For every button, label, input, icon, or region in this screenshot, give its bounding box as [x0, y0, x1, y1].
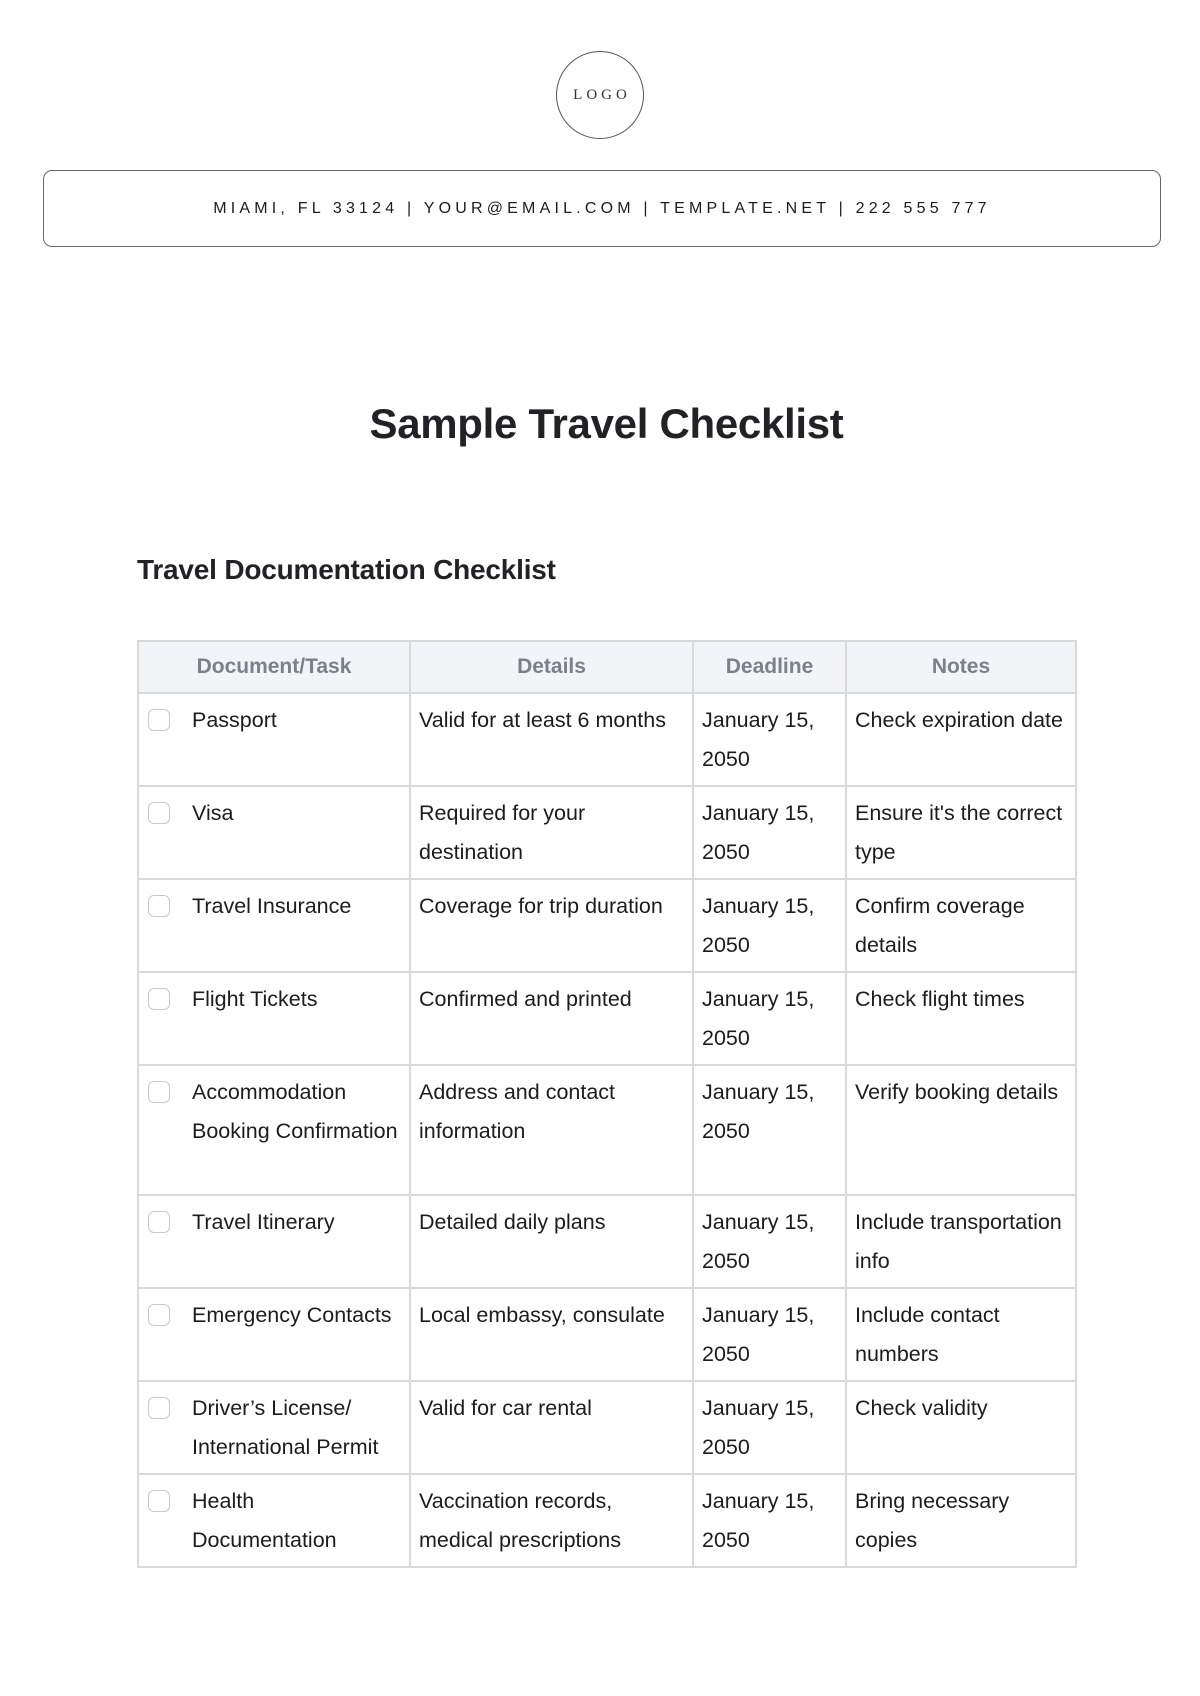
column-header-details: Details: [410, 641, 693, 693]
notes-cell: Include contact numbers: [846, 1288, 1076, 1381]
deadline-cell: January 15, 2050: [693, 1381, 846, 1474]
task-cell: [138, 1474, 410, 1567]
deadline-cell: January 15, 2050: [693, 1195, 846, 1288]
task-cell: [138, 1065, 410, 1195]
table-row: [138, 1381, 1076, 1474]
deadline-cell: January 15, 2050: [693, 693, 846, 786]
contact-line: MIAMI, FL 33124 | YOUR@EMAIL.COM | TEMPLATE.NET | 222 555 777: [213, 199, 991, 217]
notes-cell: Verify booking details: [846, 1065, 1076, 1195]
task-label: Passport: [192, 708, 277, 732]
task-label: Visa: [192, 801, 234, 825]
deadline-cell: January 15, 2050: [693, 786, 846, 879]
task-cell: [138, 1195, 410, 1288]
details-cell: Valid for car rental: [410, 1381, 693, 1474]
notes-cell: Confirm coverage details: [846, 879, 1076, 972]
task-cell: [138, 1288, 410, 1381]
details-cell: Address and contact information: [410, 1065, 693, 1195]
column-header-notes: Notes: [846, 641, 1076, 693]
contact-info-banner: [43, 170, 1161, 247]
checklist-table: [137, 640, 1077, 1568]
table-row: [138, 786, 1076, 879]
table-row: [138, 693, 1076, 786]
deadline-cell: January 15, 2050: [693, 1065, 846, 1195]
task-label: Driver’s License/ International Permit: [192, 1396, 379, 1459]
page-title: Sample Travel Checklist: [369, 400, 844, 447]
details-cell: Required for your destination: [410, 786, 693, 879]
notes-cell: Bring necessary copies: [846, 1474, 1076, 1567]
deadline-cell: January 15, 2050: [693, 879, 846, 972]
table-row: [138, 1288, 1076, 1381]
column-header-deadline: Deadline: [693, 641, 846, 693]
details-cell: Valid for at least 6 months: [410, 693, 693, 786]
table-header-row: [138, 641, 1076, 693]
task-cell: [138, 879, 410, 972]
task-label: Travel Insurance: [192, 894, 352, 918]
column-header-task: Document/Task: [138, 641, 410, 693]
table-row: [138, 1065, 1076, 1195]
details-cell: Coverage for trip duration: [410, 879, 693, 972]
details-cell: Local embassy, consulate: [410, 1288, 693, 1381]
task-label: Health Documentation: [192, 1489, 337, 1552]
notes-cell: Check expiration date: [846, 693, 1076, 786]
notes-cell: Include transportation info: [846, 1195, 1076, 1288]
logo: LOGO: [556, 51, 644, 139]
table-row: [138, 879, 1076, 972]
task-label: Flight Tickets: [192, 987, 318, 1011]
checkbox[interactable]: [148, 988, 170, 1010]
notes-cell: Check validity: [846, 1381, 1076, 1474]
task-cell: [138, 1381, 410, 1474]
deadline-cell: January 15, 2050: [693, 972, 846, 1065]
table-row: [138, 1474, 1076, 1567]
deadline-cell: January 15, 2050: [693, 1288, 846, 1381]
task-label: Emergency Contacts: [192, 1303, 392, 1327]
checkbox[interactable]: [148, 1304, 170, 1326]
section-title: Travel Documentation Checklist: [137, 554, 556, 585]
table-row: [138, 972, 1076, 1065]
notes-cell: Check flight times: [846, 972, 1076, 1065]
task-label: Travel Itinerary: [192, 1210, 335, 1234]
task-cell: [138, 693, 410, 786]
task-cell: [138, 972, 410, 1065]
deadline-cell: January 15, 2050: [693, 1474, 846, 1567]
checkbox[interactable]: [148, 1211, 170, 1233]
details-cell: Confirmed and printed: [410, 972, 693, 1065]
checkbox[interactable]: [148, 802, 170, 824]
table-row: [138, 1195, 1076, 1288]
checkbox[interactable]: [148, 1397, 170, 1419]
details-cell: Vaccination records, medical prescriptions: [410, 1474, 693, 1567]
task-cell: [138, 786, 410, 879]
checkbox[interactable]: [148, 895, 170, 917]
notes-cell: Ensure it's the correct type: [846, 786, 1076, 879]
checkbox[interactable]: [148, 1490, 170, 1512]
checkbox[interactable]: [148, 1081, 170, 1103]
details-cell: Detailed daily plans: [410, 1195, 693, 1288]
checkbox[interactable]: [148, 709, 170, 731]
task-label: Accommodation Booking Confirmation: [192, 1080, 398, 1143]
